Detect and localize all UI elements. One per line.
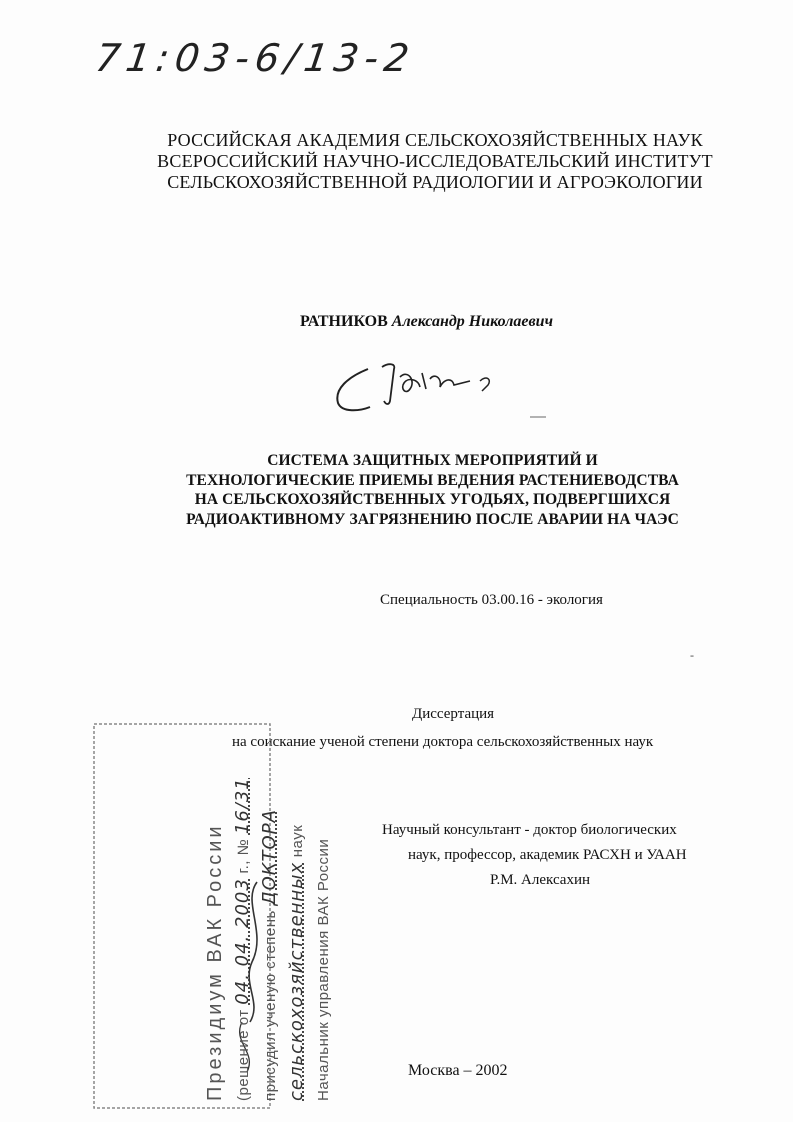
dissertation-label: Диссертация	[412, 706, 495, 722]
author-given-names: Александр Николаевич	[391, 313, 553, 330]
title-line-4: РАДИОАКТИВНОМУ ЗАГРЯЗНЕНИЮ ПОСЛЕ АВАРИИ НА ЧАЭС	[186, 510, 679, 528]
stamp-decision-date: 04. 04. 2003	[232, 878, 253, 1005]
title-line-2: ТЕХНОЛОГИЧЕСКИЕ ПРИЕМЫ ВЕДЕНИЯ РАСТЕНИЕВОДСТВА	[186, 471, 679, 489]
specialty-line: Специальность 03.00.16 - экология	[380, 592, 603, 608]
consultant-line-1: Научный консультант - доктор биологических	[382, 822, 677, 838]
title-line-3: НА СЕЛЬСКОХОЗЯЙСТВЕННЫХ УГОДЬЯХ, ПОДВЕРГШИХСЯ	[194, 491, 671, 508]
stamp-line-degree	[256, 731, 283, 1101]
stamp-decision-suffix: г., №	[235, 838, 252, 874]
header-line-academy: РОССИЙСКАЯ АКАДЕМИЯ СЕЛЬСКОХОЗЯЙСТВЕННЫХ НАУК	[167, 130, 703, 150]
archive-call-number: 71:03-6/13-2	[92, 36, 418, 80]
stamp-field-value: сельскохозяйственных	[286, 861, 307, 1101]
stamp-line-field	[283, 731, 310, 1101]
institution-header	[150, 130, 720, 193]
header-line-department: СЕЛЬСКОХОЗЯЙСТВЕННОЙ РАДИОЛОГИИ И АГРОЭКОЛОГИИ	[167, 172, 703, 192]
stamp-line-head: Начальник управления ВАК России	[315, 838, 332, 1101]
stamp-degree-value: ДОКТОРА	[259, 809, 280, 906]
stamp-text-block	[202, 731, 362, 1101]
stray-mark: ‐	[690, 648, 694, 662]
stamp-line-presidium: Президиум ВАК России	[204, 823, 226, 1101]
vak-approval-stamp	[92, 722, 332, 1110]
stamp-field-suffix: наук	[289, 824, 306, 858]
dissertation-title	[170, 451, 695, 529]
stamp-line-decision	[229, 731, 256, 1101]
author-name	[300, 313, 553, 331]
stamp-degree-prefix: присудил ученую степень	[262, 910, 279, 1101]
header-line-institute: ВСЕРОССИЙСКИЙ НАУЧНО-ИССЛЕДОВАТЕЛЬСКИЙ ИНСТИТУТ	[157, 151, 713, 171]
title-line-1: СИСТЕМА ЗАЩИТНЫХ МЕРОПРИЯТИЙ И	[267, 452, 598, 469]
consultant-name: Р.М. Алексахин	[490, 872, 590, 888]
degree-line: на соискание ученой степени доктора сельскохозяйственных наук	[232, 734, 654, 750]
stamp-decision-number: 16/31	[232, 777, 253, 835]
city-and-year: Москва – 2002	[408, 1062, 508, 1079]
stamp-decision-prefix: (решение от	[235, 1009, 252, 1101]
scientific-consultant	[382, 818, 722, 893]
author-signature	[330, 355, 560, 425]
author-surname: РАТНИКОВ	[300, 313, 388, 330]
consultant-line-2: наук, профессор, академик РАСХН и УААН	[408, 847, 687, 863]
